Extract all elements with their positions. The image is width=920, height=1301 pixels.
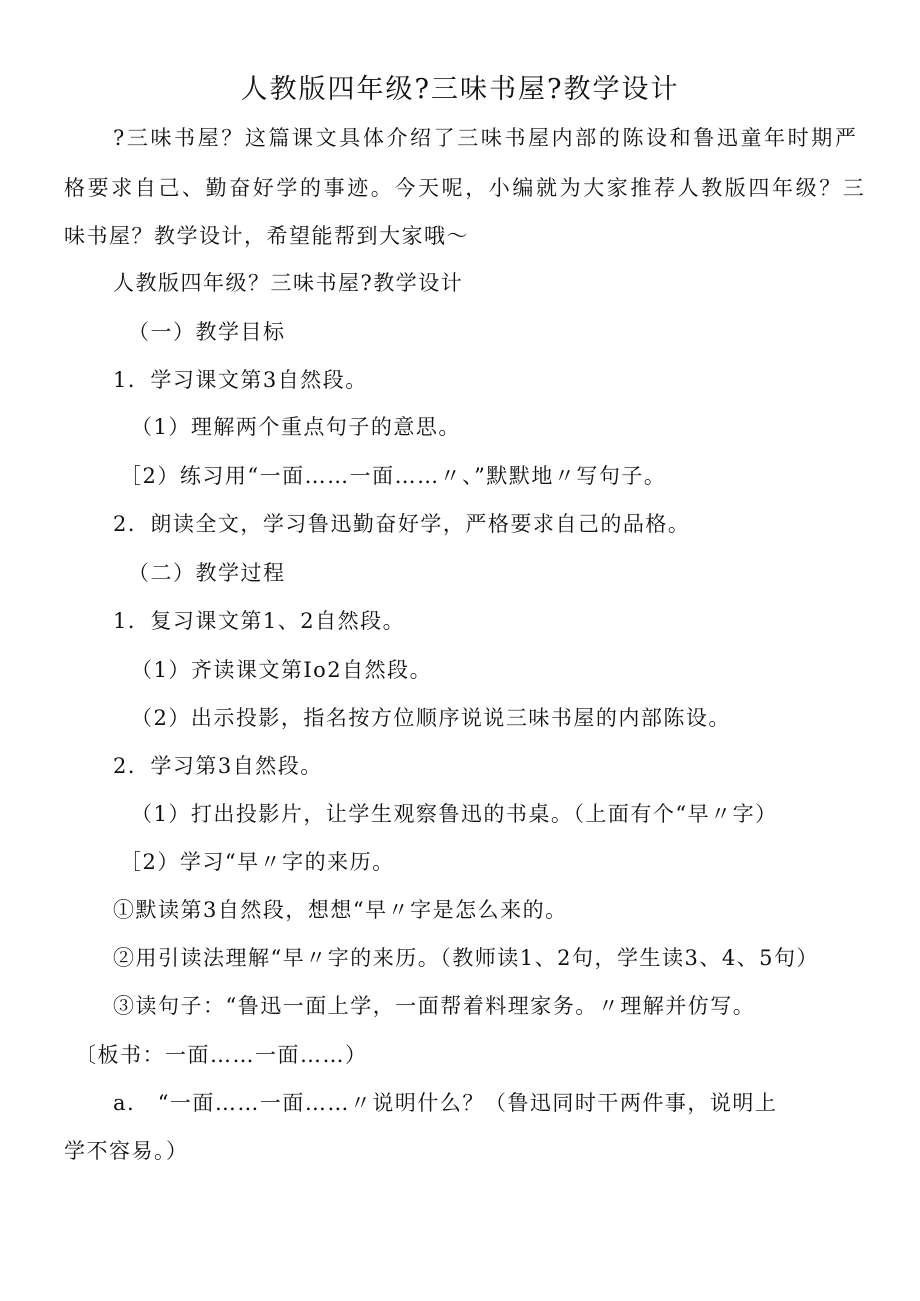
goal-1-a: （1）理解两个重点句子的意思。 — [131, 415, 461, 439]
section-heading-goals: （一）教学目标 — [128, 320, 286, 344]
circle-item-3: ③读句子：“鲁迅一面上学，一面帮着料理家务。〃理解并仿写。 — [113, 994, 756, 1018]
intro-line-2: 格要求自己、勤奋好学的事迹。今天呢，小编就为大家推荐人教版四年级？三 — [64, 176, 867, 200]
step-1: 1．复习课文第1、2自然段。 — [113, 609, 406, 633]
goal-2: 2．朗读全文，学习鲁迅勤奋好学，严格要求自己的品格。 — [113, 512, 691, 536]
item-a-line-1: a. “一面……一面……〃说明什么？（鲁迅同时干两件事，说明上 — [113, 1091, 778, 1115]
circle-item-1: ①默读第3自然段，想想“早〃字是怎么来的。 — [113, 898, 568, 922]
step-2-a: （1）打出投影片，让学生观察鲁迅的书桌。（上面有个“早〃字） — [131, 802, 778, 826]
step-1-a: （1）齐读课文第Io2自然段。 — [131, 658, 433, 682]
goal-1-b: ［2）练习用“一面……一面……〃、”默默地〃写句子。 — [120, 464, 667, 488]
document-title: 人教版四年级?三味书屋?教学设计 — [240, 74, 680, 105]
step-1-b: （2）出示投影，指名按方位顺序说说三味书屋的内部陈设。 — [131, 706, 731, 730]
step-2-b: ［2）学习“早〃字的来历。 — [120, 850, 395, 874]
circle-item-2: ②用引读法理解“早〃字的来历。（教师读1、2句，学生读3、4、5句） — [113, 946, 820, 970]
intro-line-1: ?三味书屋？这篇课文具体介绍了三味书屋内部的陈设和鲁迅童年时期严 — [113, 126, 859, 150]
step-2: 2．学习第3自然段。 — [113, 754, 323, 778]
section-heading-process: （二）教学过程 — [128, 561, 286, 585]
intro-line-3: 味书屋？教学设计，希望能帮到大家哦～ — [64, 224, 469, 248]
subtitle: 人教版四年级？三味书屋?教学设计 — [113, 271, 464, 295]
goal-1: 1．学习课文第3自然段。 — [113, 368, 368, 392]
board-note: 〔板书：一面……一面……） — [75, 1043, 368, 1067]
item-a-line-2: 学不容易。） — [64, 1139, 189, 1163]
